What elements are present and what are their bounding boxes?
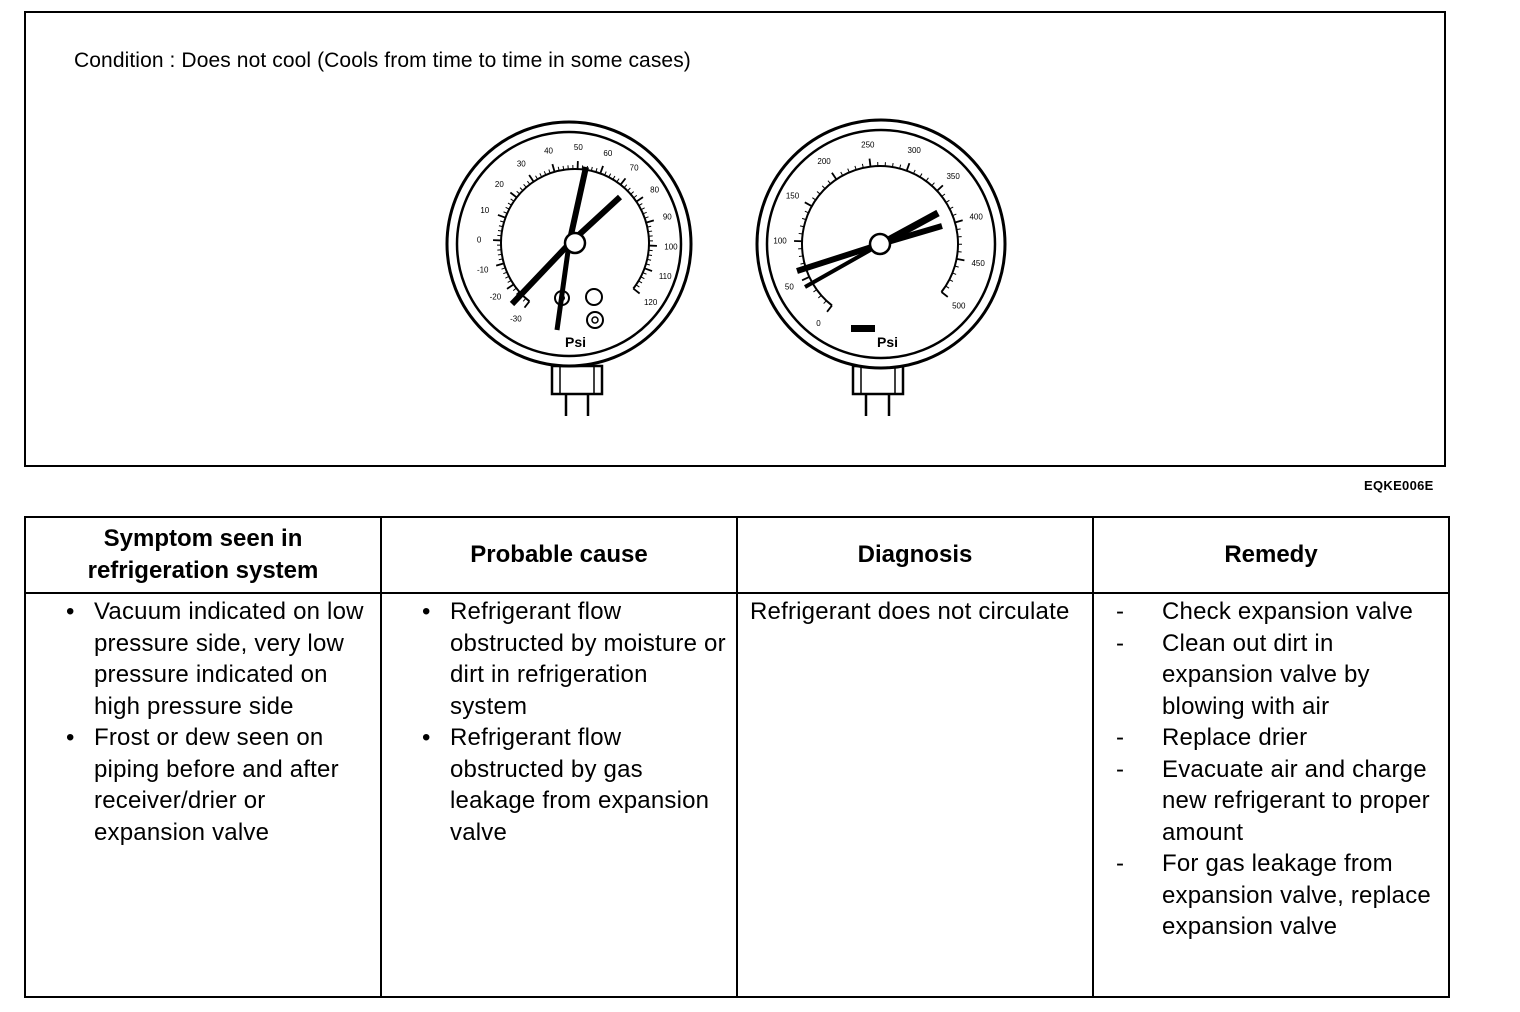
low-pressure-gauge bbox=[447, 122, 691, 416]
dial-tick bbox=[870, 159, 871, 167]
high-gauge-stop bbox=[851, 325, 875, 332]
symptom-cell bbox=[25, 593, 381, 997]
dial-label: 40 bbox=[544, 146, 553, 156]
dial-label: 300 bbox=[907, 146, 921, 156]
header-symptom: Symptom seen in refrigeration system bbox=[25, 517, 381, 593]
dial-label: 80 bbox=[650, 185, 660, 195]
header-cause: Probable cause bbox=[381, 517, 737, 593]
remedy-item: - Replace drier bbox=[1162, 722, 1438, 754]
low-gauge-unit: Psi bbox=[565, 334, 587, 350]
dial-label: -10 bbox=[476, 265, 489, 275]
dial-label: 20 bbox=[494, 179, 504, 189]
diagnosis-text: Refrigerant does not circulate bbox=[750, 598, 1070, 625]
remedy-item: - For gas leakage from expansion valve, replace expansion valve bbox=[1162, 848, 1438, 943]
dial-label: -20 bbox=[489, 292, 502, 302]
figure-code: EQKE006E bbox=[1364, 478, 1434, 493]
dial-label: 0 bbox=[476, 235, 482, 245]
remedy-cell bbox=[1093, 593, 1449, 997]
symptom-item: • Vacuum indicated on low pressure side, very low pressure indicated on high pressure side bbox=[94, 596, 370, 722]
dial-label: 110 bbox=[658, 271, 672, 281]
diagnosis-cell bbox=[737, 593, 1093, 997]
high-gauge-hub bbox=[870, 234, 890, 254]
table-row bbox=[25, 593, 1449, 997]
diagnosis-table bbox=[24, 516, 1450, 998]
remedy-item: - Check expansion valve bbox=[1162, 596, 1438, 628]
dial-label: 10 bbox=[480, 206, 490, 216]
cause-item: • Refrigerant flow obstructed by gas leakage from expansion valve bbox=[450, 722, 726, 848]
remedy-item: - Clean out dirt in expansion valve by blowing with air bbox=[1162, 628, 1438, 723]
dial-label: 500 bbox=[952, 301, 966, 311]
cause-item: • Refrigerant flow obstructed by moisture or dirt in refrigeration system bbox=[450, 596, 726, 722]
dial-label: 90 bbox=[662, 212, 672, 222]
dial-label: 200 bbox=[817, 157, 831, 167]
condition-caption: Condition : Does not cool (Cools from time to time in some cases) bbox=[74, 49, 691, 72]
table-header-row bbox=[25, 517, 1449, 593]
header-remedy: Remedy bbox=[1093, 517, 1449, 593]
dial-label: 0 bbox=[816, 318, 821, 328]
gauges-illustration bbox=[0, 0, 1520, 470]
cause-cell bbox=[381, 593, 737, 997]
dial-label: 50 bbox=[784, 282, 794, 292]
dial-label: 30 bbox=[516, 159, 526, 169]
header-diagnosis: Diagnosis bbox=[737, 517, 1093, 593]
high-pressure-gauge bbox=[757, 120, 1005, 416]
dial-label: 250 bbox=[861, 140, 875, 150]
dial-label: 60 bbox=[603, 148, 613, 158]
remedy-item: - Evacuate air and charge new refrigerant to proper amount bbox=[1162, 754, 1438, 849]
dial-label: 100 bbox=[664, 242, 678, 252]
low-gauge-hub bbox=[565, 233, 585, 253]
dial-label: -30 bbox=[510, 314, 522, 324]
dial-label: 100 bbox=[773, 236, 787, 246]
symptom-item: • Frost or dew seen on piping before and after receiver/drier or expansion valve bbox=[94, 722, 370, 848]
dial-label: 450 bbox=[971, 259, 985, 269]
dial-label: 50 bbox=[573, 143, 583, 153]
dial-label: 70 bbox=[629, 163, 639, 173]
dial-label: 150 bbox=[785, 191, 800, 201]
high-gauge-unit: Psi bbox=[877, 334, 899, 350]
dial-label: 120 bbox=[643, 298, 658, 308]
dial-label: 350 bbox=[946, 171, 960, 181]
dial-label: 400 bbox=[969, 212, 983, 222]
